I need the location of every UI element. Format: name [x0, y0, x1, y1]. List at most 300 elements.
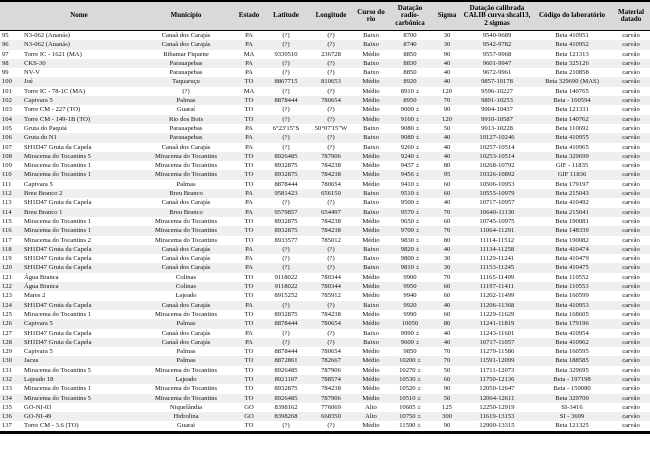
- curso-do-rio: Baixo: [363, 59, 379, 67]
- curso-do-rio: Médio: [362, 180, 380, 188]
- datacao-radiocarbonica: 10510 ±: [399, 394, 421, 402]
- datacao-radiocarbonica: 9510 ±: [400, 190, 420, 198]
- site-name: Miracema do Tocantins 1: [24, 162, 91, 170]
- estado: TO: [244, 180, 254, 188]
- row-number: 111: [2, 180, 12, 188]
- row-number: 126: [2, 320, 12, 328]
- codigo-laboratorio: Beta 410954: [555, 329, 589, 337]
- longitude: (?): [327, 41, 335, 49]
- curso-do-rio: Médio: [362, 50, 380, 58]
- curso-do-rio: Baixo: [363, 143, 379, 151]
- latitude: (?): [282, 41, 290, 49]
- datacao-calibrada: 9542-9782: [482, 41, 512, 49]
- site-name: N3-062 (Ananás): [24, 41, 70, 49]
- latitude: 8921107: [274, 375, 298, 383]
- sigma: 60: [443, 375, 451, 383]
- material-datado: carvão: [622, 283, 640, 291]
- material-datado: carvão: [622, 413, 640, 421]
- curso-do-rio: Baixo: [363, 338, 379, 346]
- longitude: 776069: [321, 403, 341, 411]
- site-name: Torre IC - 1621 (MA): [24, 50, 82, 58]
- column-header-datacao-radiocarbonica: Datação radio-carbônica: [388, 1, 432, 31]
- municipio: Colinas: [175, 283, 197, 291]
- datacao-radiocarbonica: 8950: [403, 97, 417, 105]
- row-number: 134: [2, 394, 12, 402]
- datacao-calibrada: 9672-9961: [482, 69, 512, 77]
- material-datado: carvão: [622, 152, 640, 160]
- datacao-radiocarbonica: 9650 ±: [400, 217, 420, 225]
- estado: TO: [244, 310, 254, 318]
- estado: PA: [245, 59, 253, 67]
- datacao-radiocarbonica: 9940: [403, 292, 417, 300]
- codigo-laboratorio: Beta 329700: [555, 394, 589, 402]
- longitude: 780344: [321, 273, 341, 281]
- latitude: (?): [282, 264, 290, 272]
- estado: TO: [244, 227, 254, 235]
- table-body: [0, 31, 650, 433]
- municipio: Hidrolina: [173, 413, 199, 421]
- datacao-radiocarbonica: 9800 ±: [400, 255, 420, 263]
- material-datado: carvão: [622, 69, 640, 77]
- codigo-laboratorio: Beta 410475: [555, 264, 589, 272]
- material-datado: carvão: [622, 217, 640, 225]
- municipio: Miracema do Tocantins: [154, 162, 218, 170]
- estado: PA: [245, 208, 253, 216]
- codigo-laboratorio: Beta 179197: [555, 180, 589, 188]
- municipio: Parauapebas: [169, 59, 203, 67]
- column-header-material-datado: Material datado: [612, 1, 650, 31]
- material-datado: carvão: [622, 87, 640, 95]
- codigo-laboratorio: Beta 160595: [555, 348, 589, 356]
- datacao-radiocarbonica: 10750 ±: [399, 413, 421, 421]
- estado: TO: [244, 422, 254, 430]
- curso-do-rio: Baixo: [363, 208, 379, 216]
- latitude: 8878444: [274, 180, 298, 188]
- table-row: [0, 273, 650, 282]
- municipio: Canaã dos Carajás: [161, 264, 211, 272]
- curso-do-rio: Baixo: [363, 124, 379, 132]
- curso-do-rio: Médio: [362, 162, 380, 170]
- municipio: Rio dos Bois: [168, 115, 204, 123]
- table-row: [0, 124, 650, 133]
- datacao-radiocarbonica: 10050: [401, 320, 419, 328]
- municipio: Miracema do Tocantins: [154, 310, 218, 318]
- codigo-laboratorio: Beta 325126: [555, 59, 589, 67]
- table-row: [0, 77, 650, 86]
- curso-do-rio: Médio: [362, 357, 380, 365]
- site-name: Torre CM - 149-1B (TO): [24, 115, 91, 123]
- longitude: 787906: [321, 394, 341, 402]
- estado: PA: [245, 41, 253, 49]
- longitude: 780654: [321, 97, 341, 105]
- table-row: [0, 115, 650, 124]
- latitude: (?): [282, 422, 290, 430]
- datacao-calibrada: 11197-11411: [479, 283, 515, 291]
- row-number: 110: [2, 171, 12, 179]
- sigma: 80: [443, 236, 451, 244]
- row-number: 103: [2, 106, 12, 114]
- sigma: 40: [443, 199, 451, 207]
- site-name: NV-V: [24, 69, 40, 77]
- municipio: Lajeado: [175, 375, 197, 383]
- row-number: 100: [2, 78, 12, 86]
- table-row: [0, 40, 650, 49]
- site-name: SH1D47 Gruta da Capela: [24, 338, 92, 346]
- table-row: [0, 68, 650, 77]
- codigo-laboratorio: Beta 410965: [555, 143, 589, 151]
- datacao-calibrada: 11114-11512: [479, 236, 515, 244]
- table-row: [0, 347, 650, 356]
- latitude: (?): [282, 134, 290, 142]
- row-number: 119: [2, 255, 12, 263]
- codigo-laboratorio: Beta 329699: [555, 152, 589, 160]
- datacao-radiocarbonica: 9600 ±: [400, 338, 420, 346]
- longitude: 787906: [321, 152, 341, 160]
- codigo-laboratorio: Beta 410962: [555, 338, 589, 346]
- datacao-radiocarbonica: 8740: [403, 41, 417, 49]
- datacao-calibrada: 10127-10246: [479, 134, 515, 142]
- curso-do-rio: Médio: [362, 87, 380, 95]
- longitude: (?): [327, 87, 335, 95]
- sigma: 70: [443, 348, 451, 356]
- latitude: (?): [282, 59, 290, 67]
- longitude: 668350: [321, 413, 341, 421]
- site-name: Jacus: [24, 357, 39, 365]
- datacao-calibrada: 10640-11130: [479, 208, 515, 216]
- row-number: 127: [2, 329, 12, 337]
- material-datado: carvão: [622, 162, 640, 170]
- row-number: 121: [2, 273, 12, 281]
- datacao-calibrada: 9913-10228: [481, 124, 513, 132]
- row-number: 113: [2, 199, 12, 207]
- longitude: (?): [327, 134, 335, 142]
- longitude: 784238: [321, 310, 341, 318]
- datacao-radiocarbonica: 9160 ±: [400, 115, 420, 123]
- latitude: 8398162: [274, 403, 298, 411]
- sigma: 95: [443, 171, 451, 179]
- site-name: Capivara 5: [24, 97, 53, 105]
- column-header-longitude: Longitude: [308, 1, 354, 31]
- curso-do-rio: Baixo: [363, 301, 379, 309]
- longitude: 784238: [321, 171, 341, 179]
- table-row: [0, 161, 650, 170]
- table-row: [0, 301, 650, 310]
- estado: PA: [245, 245, 253, 253]
- table-row: [0, 263, 650, 272]
- sigma: 40: [443, 245, 451, 253]
- longitude: (?): [327, 329, 335, 337]
- row-number: 109: [2, 162, 12, 170]
- codigo-laboratorio: Beta - 160594: [553, 97, 591, 105]
- datacao-calibrada: 12250-12919: [479, 403, 515, 411]
- estado: TO: [244, 292, 254, 300]
- datacao-calibrada: 11279-11586: [479, 348, 515, 356]
- datacao-radiocarbonica: 9410 ±: [400, 180, 420, 188]
- longitude: (?): [327, 59, 335, 67]
- datacao-calibrada: 11165-11499: [479, 273, 515, 281]
- sigma: 120: [442, 115, 452, 123]
- datacao-radiocarbonica: 9260 ±: [400, 143, 420, 151]
- row-number: 125: [2, 310, 12, 318]
- table-row: [0, 310, 650, 319]
- site-name: Água Branca: [24, 283, 59, 291]
- datacao-calibrada: 12050-12647: [479, 385, 515, 393]
- datacao-radiocarbonica: 9570 ±: [400, 208, 420, 216]
- sigma: 40: [443, 59, 451, 67]
- latitude: 8932875: [274, 162, 298, 170]
- codigo-laboratorio: Beta 121331: [555, 106, 589, 114]
- row-number: 129: [2, 348, 12, 356]
- material-datado: carvão: [622, 143, 640, 151]
- row-number: 116: [2, 227, 12, 235]
- site-name: Miracema do Tocantins 1: [24, 171, 91, 179]
- site-name: Miracema do Tocantins 2: [24, 236, 91, 244]
- estado: TO: [244, 97, 254, 105]
- municipio: Palmas: [176, 180, 196, 188]
- curso-do-rio: Médio: [362, 236, 380, 244]
- datacao-radiocarbonica: 9990 ±: [400, 329, 420, 337]
- datacao-calibrada: 11064-11291: [479, 227, 515, 235]
- datacao-radiocarbonica: 8830: [403, 59, 417, 67]
- latitude: 9339510: [274, 50, 298, 58]
- latitude: 8926485: [274, 366, 298, 374]
- municipio: Miracema do Tocantins: [154, 227, 218, 235]
- latitude: 8915252: [274, 292, 298, 300]
- sigma: 300: [442, 413, 452, 421]
- datacao-radiocarbonica: 9950: [403, 283, 417, 291]
- codigo-laboratorio: Beta 215043: [555, 190, 589, 198]
- sigma: 40: [443, 134, 451, 142]
- latitude: (?): [282, 338, 290, 346]
- latitude: (?): [282, 69, 290, 77]
- longitude: 656150: [321, 190, 341, 198]
- estado: PA: [245, 199, 253, 207]
- datacao-radiocarbonica: 9500 ±: [400, 199, 420, 207]
- estado: TO: [244, 283, 254, 291]
- estado: TO: [244, 348, 254, 356]
- curso-do-rio: Alto: [365, 403, 377, 411]
- row-number: 97: [2, 50, 9, 58]
- sigma: 40: [443, 338, 451, 346]
- estado: GO: [244, 413, 254, 421]
- longitude: 784238: [321, 217, 341, 225]
- material-datado: carvão: [622, 366, 640, 374]
- table-row: [0, 50, 650, 59]
- column-header-row-number: [0, 1, 20, 31]
- material-datado: carvão: [622, 338, 640, 346]
- material-datado: carvão: [622, 301, 640, 309]
- datacao-calibrada: 11202-11499: [479, 292, 515, 300]
- estado: PA: [245, 32, 253, 39]
- row-number: 122: [2, 283, 12, 291]
- table-row: [0, 254, 650, 263]
- estado: PA: [245, 69, 253, 77]
- datacao-calibrada: 10268-10792: [479, 162, 515, 170]
- longitude: 784238: [321, 162, 341, 170]
- latitude: 8932875: [274, 310, 298, 318]
- codigo-laboratorio: Beta 110692: [555, 124, 589, 132]
- datacao-radiocarbonica: 8910 ±: [400, 87, 420, 95]
- estado: PA: [245, 255, 253, 263]
- municipio: Ribamar Fiquene: [163, 50, 209, 58]
- site-name: Breu Branco 2: [24, 190, 63, 198]
- datacao-calibrada: 10253-10514: [479, 152, 515, 160]
- material-datado: carvão: [622, 264, 640, 272]
- site-name: Capivara 5: [24, 348, 53, 356]
- datacao-calibrada: 11243-11601: [479, 329, 515, 337]
- material-datado: carvão: [622, 199, 640, 207]
- latitude: (?): [282, 32, 290, 39]
- row-number: 135: [2, 403, 12, 411]
- codigo-laboratorio: Beta 140762: [555, 115, 589, 123]
- site-name: N3-062 (Ananás): [24, 32, 70, 39]
- codigo-laboratorio: Beta 410955: [555, 134, 589, 142]
- row-number: 114: [2, 208, 12, 216]
- longitude: (?): [327, 199, 335, 207]
- row-number: 106: [2, 134, 12, 142]
- material-datado: carvão: [622, 320, 640, 328]
- curso-do-rio: Médio: [362, 78, 380, 86]
- site-name: SH1D47 Gruta da Capela: [24, 255, 92, 263]
- sigma: 50: [443, 124, 451, 132]
- datacao-radiocarbonica: 9000 ±: [400, 106, 420, 114]
- longitude: 787906: [321, 366, 341, 374]
- sigma: 30: [443, 264, 451, 272]
- longitude: 785012: [321, 236, 341, 244]
- curso-do-rio: Médio: [362, 283, 380, 291]
- datacao-calibrada: 9557-9968: [482, 50, 512, 58]
- site-name: CKS-30: [24, 59, 46, 67]
- datacao-calibrada: 11591-12099: [479, 357, 515, 365]
- municipio: Breu Branco: [169, 208, 203, 216]
- datacao-radiocarbonica: 10520 ±: [399, 385, 421, 393]
- codigo-laboratorio: SI - 3699: [559, 413, 585, 421]
- table-row: [0, 87, 650, 96]
- datacao-radiocarbonica: 10270 ±: [399, 366, 421, 374]
- longitude: 780654: [321, 320, 341, 328]
- latitude: 9579857: [274, 208, 298, 216]
- site-name: Gruta do N1: [24, 134, 57, 142]
- estado: TO: [244, 162, 254, 170]
- curso-do-rio: Médio: [362, 217, 380, 225]
- municipio: Miracema do Tocantins: [154, 394, 218, 402]
- latitude: (?): [282, 115, 290, 123]
- material-datado: carvão: [622, 329, 640, 337]
- municipio: Miracema do Tocantins: [154, 171, 218, 179]
- codigo-laboratorio: Beta 121313: [555, 50, 589, 58]
- sigma: 70: [443, 97, 451, 105]
- datacao-radiocarbonica: 8920: [403, 78, 417, 86]
- material-datado: carvão: [622, 236, 640, 244]
- material-datado: carvão: [622, 310, 640, 318]
- table-row: [0, 180, 650, 189]
- material-datado: carvão: [622, 348, 640, 356]
- row-number: 101: [2, 87, 12, 95]
- sigma: 50: [443, 394, 451, 402]
- longitude: (?): [327, 422, 335, 430]
- municipio: Miracema do Tocantins: [154, 385, 218, 393]
- table-row: [0, 291, 650, 300]
- material-datado: carvão: [622, 106, 640, 114]
- datacao-calibrada: 11134-11258: [479, 245, 515, 253]
- table-row: [0, 245, 650, 254]
- curso-do-rio: Alto: [365, 413, 377, 421]
- municipio: Canaã dos Carajás: [161, 301, 211, 309]
- codigo-laboratorio: Beta 410951: [555, 32, 589, 39]
- datacao-calibrada: 10717-11057: [479, 338, 515, 346]
- latitude: 9118022: [274, 273, 298, 281]
- municipio: Palmas: [176, 357, 196, 365]
- table-row: [0, 133, 650, 142]
- row-number: 99: [2, 69, 9, 77]
- sigma: 40: [443, 152, 451, 160]
- municipio: Canaã dos Carajás: [161, 143, 211, 151]
- estado: TO: [244, 106, 254, 114]
- longitude: (?): [327, 301, 335, 309]
- latitude: (?): [282, 245, 290, 253]
- datacao-radiocarbonica: 9920: [403, 301, 417, 309]
- curso-do-rio: Médio: [362, 292, 380, 300]
- table-header: [0, 1, 650, 31]
- longitude: (?): [327, 255, 335, 263]
- codigo-laboratorio: Beta 410492: [555, 199, 589, 207]
- latitude: 8926485: [274, 394, 298, 402]
- datacao-radiocarbonica: 11590 ±: [399, 422, 421, 430]
- datacao-radiocarbonica: 9080 ±: [400, 134, 420, 142]
- table-row: [0, 384, 650, 393]
- site-name: Miracema do Tocantins 5: [24, 394, 91, 402]
- municipio: Parauapebas: [169, 124, 203, 132]
- table-row: [0, 421, 650, 432]
- municipio: Parauapebas: [169, 69, 203, 77]
- datacao-radiocarbonica: 9456 ±: [400, 171, 420, 179]
- table-row: [0, 394, 650, 403]
- sigma: 80: [443, 162, 451, 170]
- site-name: Torre CM - 3.6 (TO): [24, 422, 79, 430]
- table-row: [0, 319, 650, 328]
- codigo-laboratorio: SI-3416: [561, 403, 583, 411]
- sigma: 40: [443, 329, 451, 337]
- column-header-curso-do-rio: Curso do rio: [354, 1, 388, 31]
- municipio: Canaã dos Carajás: [161, 329, 211, 337]
- municipio: Lajeado: [175, 292, 197, 300]
- codigo-laboratorio: GIF - 11835: [555, 162, 589, 170]
- row-number: 117: [2, 236, 12, 244]
- table-row: [0, 31, 650, 41]
- column-header-nome: Nome: [20, 1, 138, 31]
- datacao-radiocarbonica: 10530 ±: [399, 375, 421, 383]
- longitude: (?): [327, 115, 335, 123]
- table-row: [0, 59, 650, 68]
- codigo-laboratorio: Beta 215041: [555, 208, 589, 216]
- estado: PA: [245, 338, 253, 346]
- column-header-codigo-laboratorio: Código do laboratório: [532, 1, 612, 31]
- latitude: 8932875: [274, 227, 298, 235]
- material-datado: carvão: [622, 255, 640, 263]
- latitude: 8878444: [274, 320, 298, 328]
- datacao-radiocarbonica: 9830 ±: [400, 236, 420, 244]
- curso-do-rio: Baixo: [363, 245, 379, 253]
- municipio: Canaã dos Carajás: [161, 338, 211, 346]
- longitude: 236728: [321, 50, 341, 58]
- curso-do-rio: Médio: [362, 273, 380, 281]
- municipio: Miracema do Tocantins: [154, 152, 218, 160]
- codigo-laboratorio: Beta 168605: [555, 310, 589, 318]
- site-name: Capivara 5: [24, 320, 53, 328]
- codigo-laboratorio: Beta 329690 (MAS): [545, 78, 599, 86]
- sigma: 50: [443, 366, 451, 374]
- material-datado: carvão: [622, 134, 640, 142]
